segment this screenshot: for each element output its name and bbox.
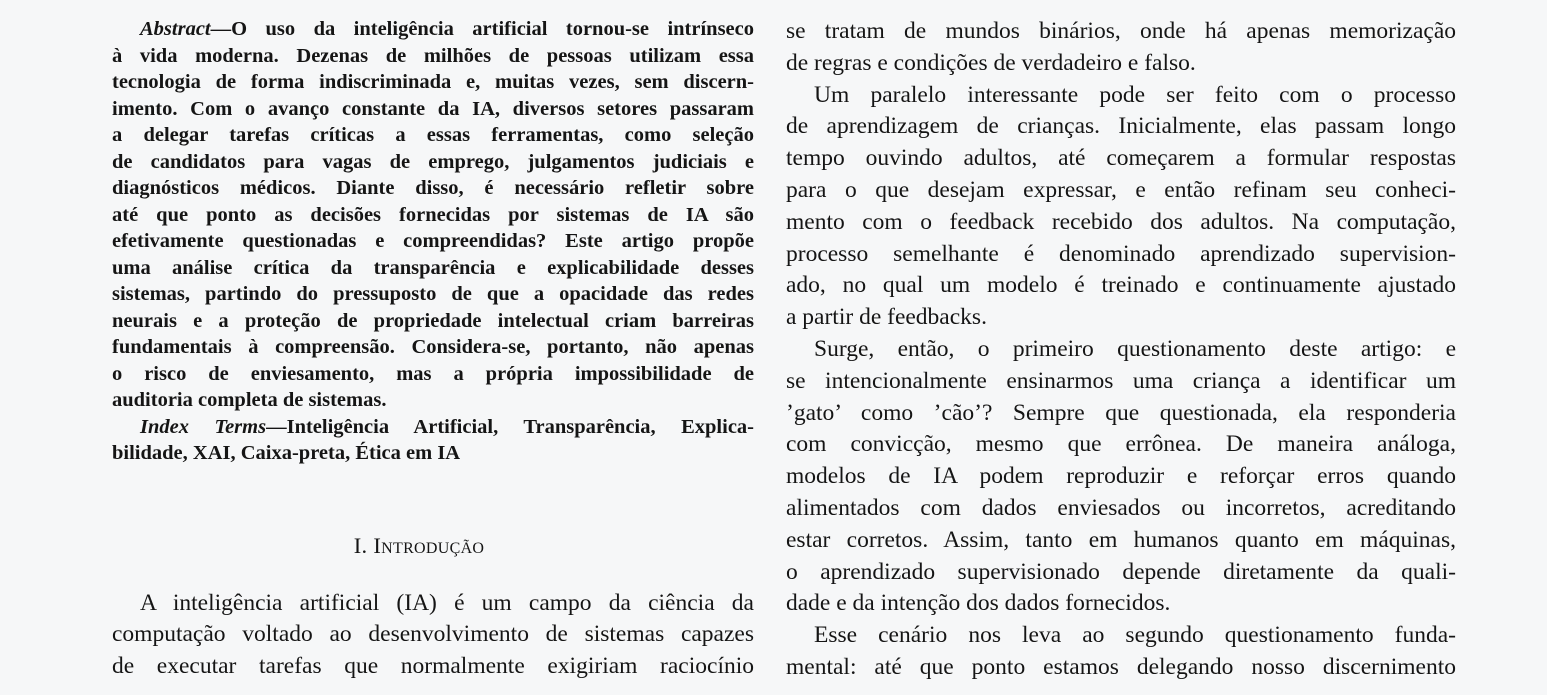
paragraph-line: ado, no qual um modelo é treinado e continuamente ajustado [786,272,1456,299]
abstract-line: de candidatos para vagas de emprego, julgamentos judiciais e [112,150,754,173]
abstract-line: à vida moderna. Dezenas de milhões de pessoas utilizam essa [112,44,754,67]
em-dash: — [266,415,287,438]
paragraph-line: Esse cenário nos leva ao segundo questionamento funda- [814,622,1456,649]
paragraph-line: tempo ouvindo adultos, até começarem a formular respostas [786,145,1456,172]
paragraph-line: processo semelhante é denominado aprendizado supervision- [786,240,1456,267]
abstract-label: Abstract [140,18,211,40]
paragraph-line: mento com o feedback recebido dos adultos. Na computação, [786,208,1456,235]
em-dash: — [210,18,232,40]
abstract-line [84,16,754,43]
right-column [786,16,1456,684]
intro-line: computação voltado ao desenvolvimento de sistemas capazes [112,621,754,648]
abstract-line: até que ponto as decisões fornecidas por sistemas de IA são [112,203,754,226]
intro-line: A inteligência artificial (IA) é um campo da ciência da [140,589,754,616]
abstract-line: neurais e a proteção de propriedade intelectual criam barreiras [112,309,754,332]
abstract-line: fundamentais à compreensão. Considera-se, portanto, não apenas [112,336,754,358]
paragraph-line: Surge, então, o primeiro questionamento deste artigo: e [814,335,1456,362]
left-column [84,16,754,695]
paragraph-line: com convicção, mesmo que errônea. De maneira análoga, [786,431,1456,458]
abstract-line: tecnologia de forma indiscriminada e, muitas vezes, sem discern- [112,71,754,93]
section-number: I. [353,532,368,558]
paragraph-line: se intencionalmente ensinarmos uma criança a identificar um [786,367,1456,394]
abstract-line: sistemas, partindo do pressuposto de que a opacidade das redes [112,283,754,305]
body-paragraph [786,334,1456,620]
paragraph-line: ’gato’ como ’cão’? Sempre que questionada, ela responderia [786,399,1456,426]
index-terms-label: Index Terms [140,415,267,438]
paragraph-line: estar corretos. Assim, tanto em humanos quanto em máquinas, [786,526,1456,553]
paragraph-line: alimentados com dados enviesados ou incorretos, acreditando [786,494,1456,521]
abstract-line: o risco de enviesamento, mas a própria impossibilidade de [112,362,754,385]
abstract [84,16,754,414]
abstract-line: imento. Com o avanço constante da IA, diversos setores passaram [112,97,754,120]
intro-line: de executar tarefas que normalmente exigiriam raciocínio [112,653,754,680]
abstract-line: uma análise crítica da transparência e explicabilidade desses [112,256,754,279]
section-title-text: Introdução [373,532,485,558]
paragraph-line: de regras e condições de verdadeiro e falso. [786,49,1196,76]
paragraph-line: o aprendizado supervisionado depende diretamente da quali- [786,558,1456,585]
body-paragraph [786,16,1456,80]
paragraph-line: dade e da intenção dos dados fornecidos. [786,590,1171,617]
paragraph-line: modelos de IA podem reproduzir e reforçar erros quando [786,463,1456,490]
line-text: Inteligência Artificial, Transparência, Explica- [286,415,754,438]
paragraph-line: para o que desejam expressar, e então refinam seu conheci- [786,176,1456,203]
line-text: O uso da inteligência artificial tornou-se intrínseco [231,18,754,40]
index-terms-line: bilidade, XAI, Caixa-preta, Ética em IA [112,442,461,464]
paragraph-line: se tratam de mundos binários, onde há apenas memorização [786,18,1456,44]
clipped-line [84,683,754,695]
paragraph-line: mental: até que ponto estamos delegando nosso discernimento [786,653,1456,680]
body-paragraph [786,620,1456,684]
body-paragraph [786,80,1456,334]
paragraph-line: Um paralelo interessante pode ser feito com o processo [814,81,1456,108]
paragraph-line: de aprendizagem de crianças. Inicialmente, elas passam longo [786,113,1456,140]
paragraph-line: a partir de feedbacks. [786,304,987,331]
abstract-line: auditoria completa de sistemas. [112,389,387,411]
abstract-line: efetivamente questionadas e compreendidas? Este artigo propõe [112,230,754,252]
index-terms-line [84,414,754,441]
section-heading [84,531,754,561]
intro-paragraph [84,588,754,695]
index-terms [84,414,754,467]
abstract-line: a delegar tarefas críticas a essas ferramentas, como seleção [112,124,754,146]
abstract-line: diagnósticos médicos. Diante disso, é necessário refletir sobre [112,177,754,199]
